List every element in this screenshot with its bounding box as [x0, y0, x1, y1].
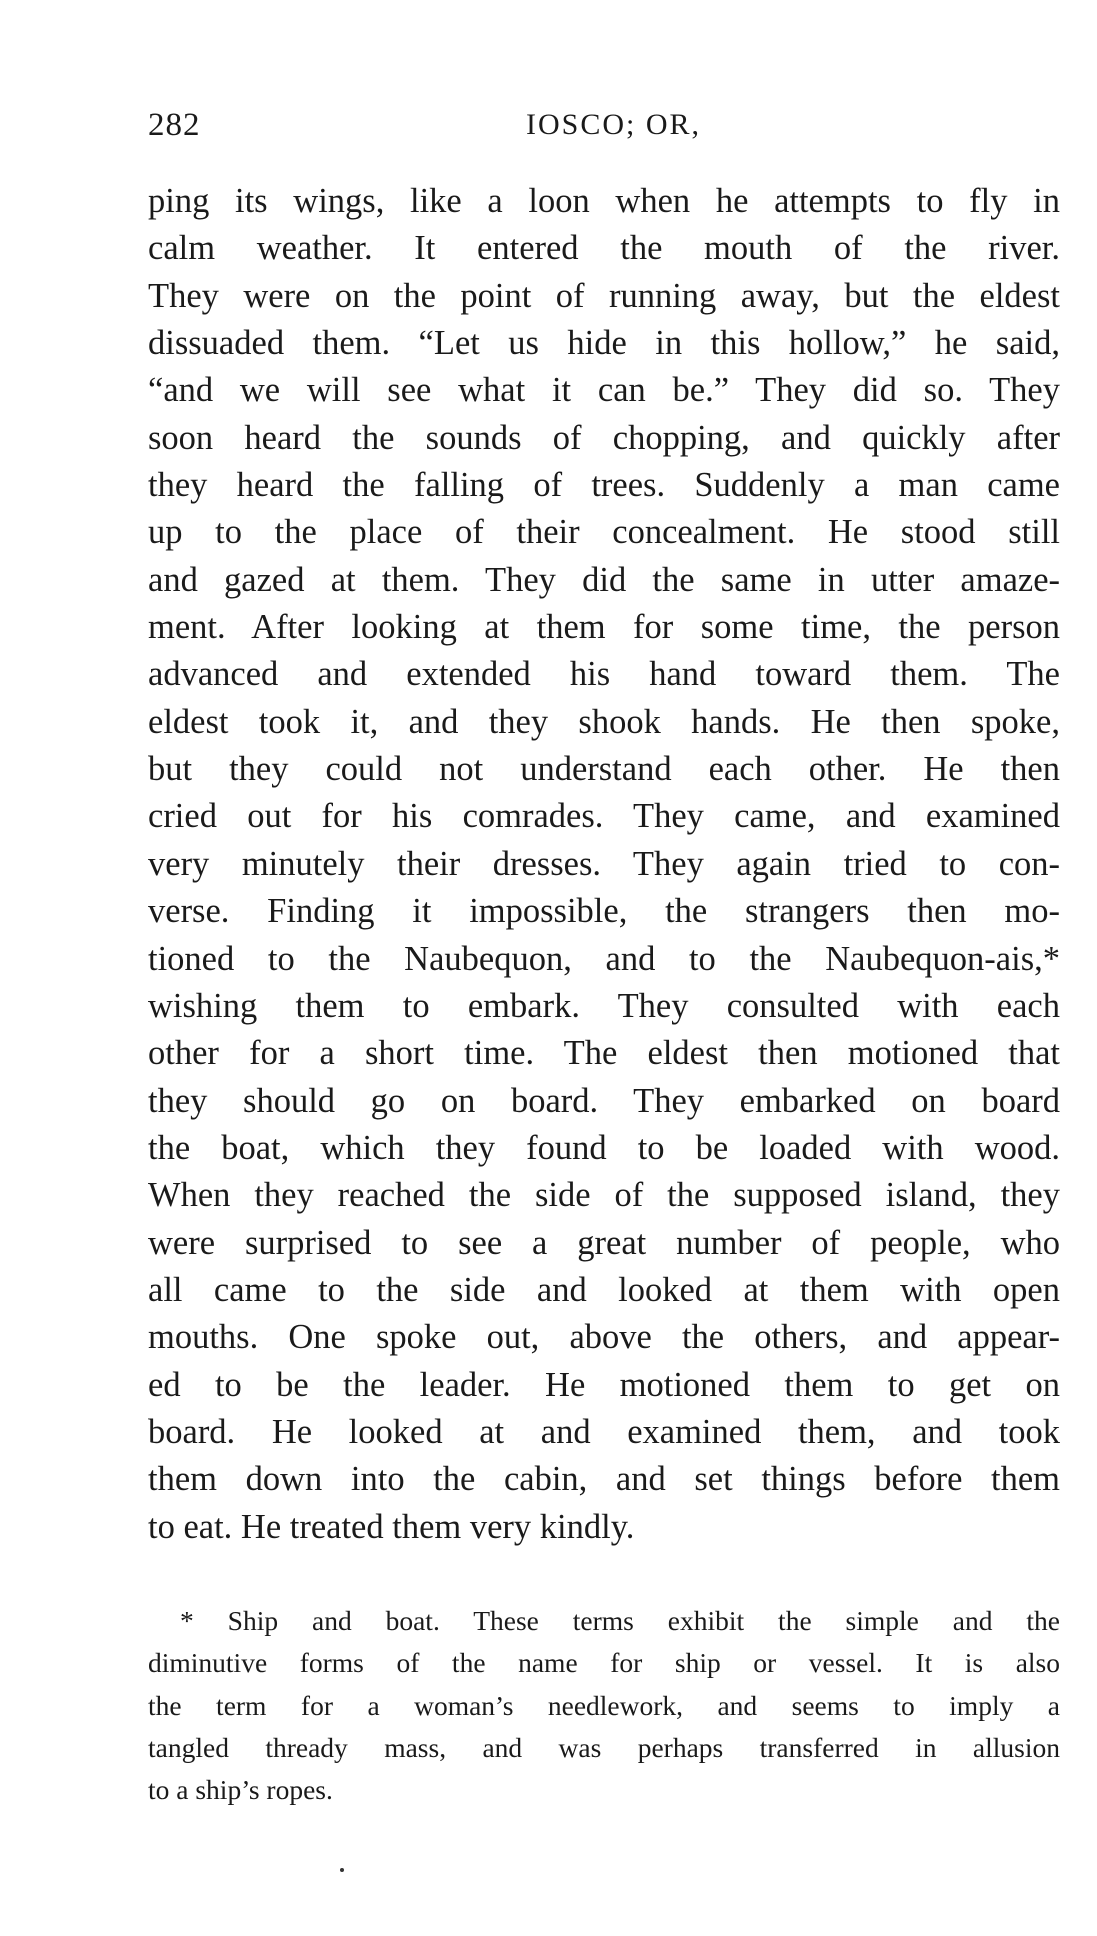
running-head	[148, 105, 1060, 145]
text-line: cried out for his comrades. They came, and examined	[148, 797, 1060, 836]
text-line: to eat. He treated them very kindly.	[148, 1507, 635, 1546]
text-line: ed to be the leader. He motioned them to get on	[148, 1365, 1060, 1404]
text-line: dissuaded them. “Let us hide in this hollow,” he said,	[148, 324, 1060, 363]
text-line: advanced and extended his hand toward them. The	[148, 655, 1060, 694]
text-line: When they reached the side of the supposed island, they	[148, 1176, 1060, 1215]
text-line: other for a short time. The eldest then motioned that	[148, 1034, 1060, 1073]
text-line: soon heard the sounds of chopping, and quickly after	[148, 418, 1060, 457]
text-line: but they could not understand each other. He then	[148, 750, 1060, 789]
text-line: mouths. One spoke out, above the others, and appear-	[148, 1318, 1060, 1357]
text-line: They were on the point of running away, but the eldest	[148, 276, 1060, 315]
text-line: the boat, which they found to be loaded with wood.	[148, 1128, 1060, 1167]
footnote-line: tangled thready mass, and was perhaps transferred in allusion	[148, 1731, 1060, 1763]
text-line: they should go on board. They embarked on board	[148, 1081, 1060, 1120]
text-line: them down into the cabin, and set things before them	[148, 1460, 1060, 1499]
text-line: board. He looked at and examined them, and took	[148, 1412, 1060, 1451]
text-line: they heard the falling of trees. Suddenly a man came	[148, 466, 1060, 505]
text-line: “and we will see what it can be.” They did so. They	[148, 371, 1060, 410]
running-title: IOSCO; OR,	[526, 108, 702, 141]
print-speck	[340, 1868, 344, 1872]
text-line: calm weather. It entered the mouth of the river.	[148, 229, 1060, 268]
body-text	[148, 178, 1060, 1551]
text-line: very minutely their dresses. They again tried to con-	[148, 844, 1060, 883]
text-line: were surprised to see a great number of people, who	[148, 1223, 1060, 1262]
footnote-line: * Ship and boat. These terms exhibit the simple and the	[180, 1605, 1060, 1636]
text-line: all came to the side and looked at them with open	[148, 1270, 1060, 1309]
text-line: wishing them to embark. They consulted with each	[148, 986, 1060, 1025]
text-line: and gazed at them. They did the same in utter amaze-	[148, 560, 1060, 599]
text-line: ping its wings, like a loon when he attempts to fly in	[148, 182, 1060, 220]
footnote-line: diminutive forms of the name for ship or vessel. It is also	[148, 1647, 1060, 1679]
text-line: verse. Finding it impossible, the strangers then mo-	[148, 892, 1060, 931]
text-line: tioned to the Naubequon, and to the Naubequon-ais,*	[148, 939, 1060, 978]
text-line: up to the place of their concealment. He stood still	[148, 513, 1060, 552]
footnote-line: the term for a woman’s needlework, and seems to imply a	[148, 1689, 1060, 1721]
footnote	[148, 1600, 1060, 1811]
text-line: eldest took it, and they shook hands. He then spoke,	[148, 702, 1060, 741]
text-line: ment. After looking at them for some time, the person	[148, 608, 1060, 647]
page-number: 282	[148, 107, 201, 143]
footnote-line: to a ship’s ropes.	[148, 1774, 333, 1806]
